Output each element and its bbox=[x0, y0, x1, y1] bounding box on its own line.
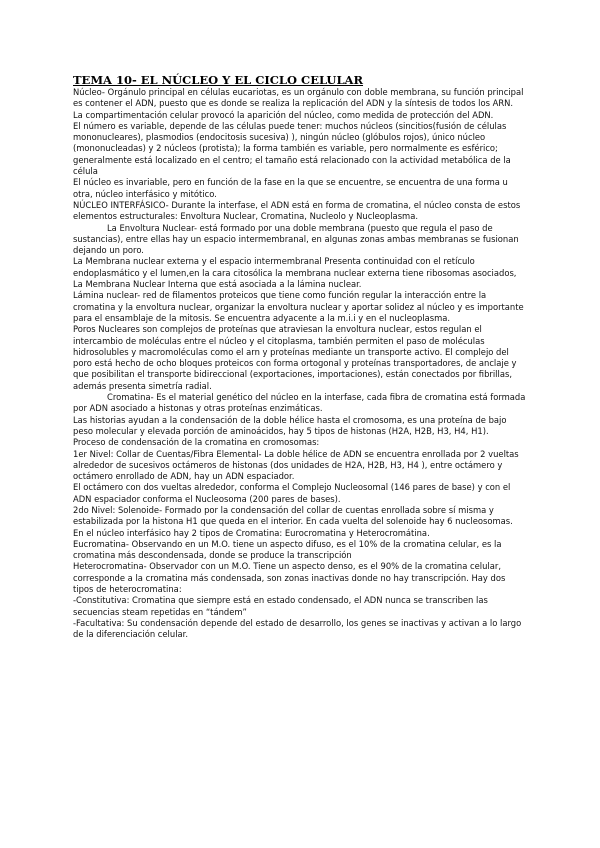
paragraph: El octámero con dos vueltas alrededor, conforma el Complejo Nucleosomal (146 pares de base) y con el ADN espaciador conforma el Nucleosoma (200 pares de bases). bbox=[73, 482, 511, 504]
paragraph: La Envoltura Nuclear- está formado por una doble membrana (puesto que regula el paso de sustancias), entre ellas hay un espacio intermembranal, en algunas zonas ambas membranas se fusionan dejando un poro. bbox=[73, 222, 519, 256]
paragraph: Núcleo- Orgánulo principal en células eucariotas, es un orgánulo con doble membrana, su función principal es contener el ADN, puesto que es donde se realiza la replicación del ADN y la síntesis de todos los ARN. bbox=[73, 87, 524, 109]
paragraph: Lámina nuclear- red de filamentos proteicos que tiene como función regular la interacción entre la cromatina y la envoltura nuclear, organizar la envoltura nuclear y aportar solidez al núcleo y es importante para el ensamblaje de la mitosis. Se encuentra adyacente a la m.i.i y en el nucleoplasma. bbox=[73, 290, 524, 323]
paragraph: Poros Nucleares son complejos de proteínas que atraviesan la envoltura nuclear, estos regulan el intercambio de moléculas entre el núcleo y el citoplasma, también permiten el paso de moléculas hidrosolubles y macromoléculas como el arn y proteínas mediante un transporte activo. El complejo del poro está hecho de ocho bloques proteicos con forma ortogonal y proteínas transportadores, de anclaje y que posibilitan el transporte bidireccional (exportaciones, importaciones), están conectados por fibrillas, además presenta simetría radial. bbox=[73, 324, 517, 391]
paragraph: 2do Nivel: Solenoide- Formado por la condensación del collar de cuentas enrollada sobre sí misma y estabilizada por la histona H1 que queda en el interior. En cada vuelta del solenoide hay 6 nucleosomas. bbox=[73, 504, 513, 527]
paragraph: La Membrana nuclear externa y el espacio intermembranal Presenta continuidad con el retículo endoplasmático y el lumen,en la cara citosólica la membrana nuclear externa tiene ribosomas asociados, bbox=[73, 256, 517, 278]
document-body bbox=[73, 87, 528, 641]
document-title: TEMA 10- EL NÚCLEO Y EL CICLO CELULAR bbox=[73, 73, 364, 87]
paragraph: El número es variable, depende de las células puede tener: muchos núcleos (sincitios(fusión de células mononucleares), plasmodios (endocitosis sucesiva) ), ningún núcleo (glóbulos rojos), único núcleo (mononucleadas) y 2 núcleos (protista); la forma también es variable, pero normalmente es esférico; generalmente está localizado en el centro; el tamaño está relacionado con la actividad metabólica de la célula bbox=[73, 120, 511, 177]
document-page bbox=[73, 74, 528, 641]
paragraph: -Facultativa: Su condensación depende del estado de desarrollo, los genes se inactivas y activan a lo largo de la diferenciación celular. bbox=[73, 617, 522, 640]
paragraph: Cromatina- Es el material genético del núcleo en la interfase, cada fibra de cromatina está formada por ADN asociado a histonas y otras proteínas enzimáticas. bbox=[73, 392, 526, 414]
paragraph: Heterocromatina- Observador con un M.O. Tiene un aspecto denso, es el 90% de la cromatina celular, corresponde a la cromatina más condensada, son zonas inactivas donde no hay transcripción. Hay dos tipos de heterocromatina: bbox=[73, 561, 506, 595]
paragraph: NÚCLEO INTERFÁSICO- Durante la interfase, el ADN está en forma de cromatina, el núcleo consta de estos elementos estructurales: Envoltura Nuclear, Cromatina, Nucleolo y Nucleoplasma. bbox=[73, 199, 521, 222]
paragraph: La Membrana Nuclear Interna que está asociada a la lámina nuclear. bbox=[73, 279, 362, 290]
paragraph: La compartimentación celular provocó la aparición del núcleo, como medida de protección del ADN. bbox=[73, 109, 494, 120]
paragraph: -Constitutiva: Cromatina que siempre está en estado condensado, el ADN nunca se transcriben las secuencias steam repetidas en “tándem” bbox=[73, 595, 488, 617]
paragraph: Eucromatina- Observando en un M.O. tiene un aspecto difuso, es el 10% de la cromatina celular, es la cromatina más descondensada, donde se produce la transcripción bbox=[73, 538, 502, 561]
paragraph: Proceso de condensación de la cromatina en cromosomas: bbox=[73, 437, 320, 448]
paragraph: Las historias ayudan a la condensación de la doble hélice hasta el cromosoma, es una proteína de bajo peso molecular y elevada porción de aminoácidos, hay 5 tipos de histonas (H2A, H2B, H3, H4, H1). bbox=[73, 414, 507, 436]
paragraph: 1er Nivel: Collar de Cuentas/Fibra Elemental- La doble hélice de ADN se encuentra enrollada por 2 vueltas alrededor de sucesivos octámeros de histonas (dos unidades de H2A, H2B, H3, H4 ), entre octámero y octámero enrollado de ADN, hay un ADN espaciador. bbox=[73, 448, 519, 482]
paragraph: El núcleo es invariable, pero en función de la fase en la que se encuentre, se encuentra de una forma u otra, núcleo interfásico y mitótico. bbox=[73, 177, 508, 199]
paragraph: En el núcleo interfásico hay 2 tipos de Cromatina: Eurocromatina y Heterocromátina. bbox=[73, 527, 430, 538]
